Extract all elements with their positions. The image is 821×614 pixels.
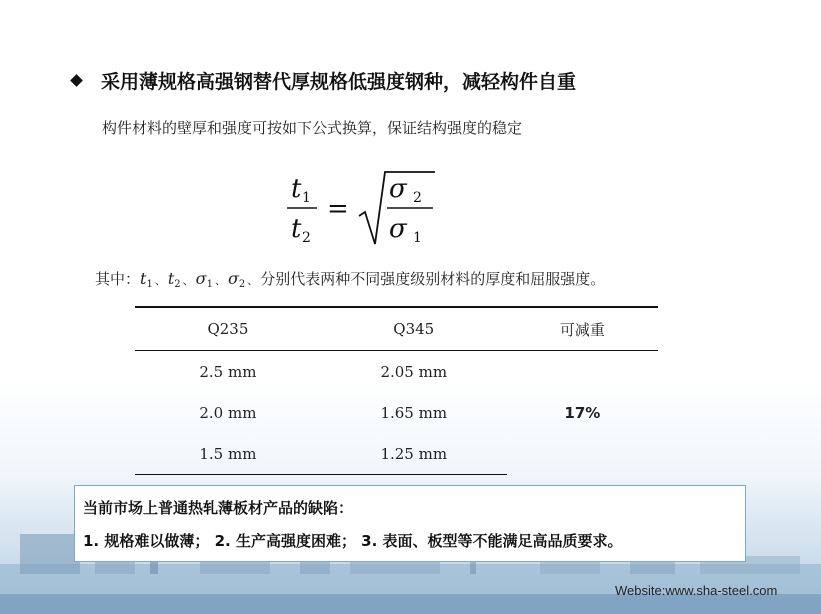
header-q345: Q345 (321, 307, 507, 351)
legend-symbol: $\sigma_1$ (195, 269, 213, 290)
cell-q345: 1.65 mm (380, 403, 448, 422)
legend-symbol: $\sigma_2$ (227, 269, 246, 290)
symbol-legend: 其中： $t_1$ 、 $t_2$ 、 $\sigma_1$ 、 $\sigma_2$ 、 分别代表两种不同强度级别材料的厚度和屈服强度。 (95, 269, 606, 290)
table-row (135, 351, 658, 393)
legend-symbol: $t_1$ (140, 269, 153, 290)
formula-equals: = (327, 194, 349, 224)
steel-comparison-table (135, 306, 658, 475)
heading-text: 采用薄规格高强钢替代厚规格低强度钢种，减轻构件自重 (101, 71, 577, 93)
cell-reduction: 17% (564, 403, 601, 422)
formula-denominator-var: t (291, 214, 302, 244)
formula-root-denominator-var: σ (389, 214, 407, 244)
formula-root-denominator-sub: 1 (413, 230, 422, 246)
slide-heading (70, 67, 576, 94)
header-q235: Q235 (135, 307, 321, 351)
formula-numerator-sub: 1 (302, 190, 311, 206)
table-header-row (135, 307, 658, 351)
notice-title: 当前市场上普通热轧薄板材产品的缺陷： (83, 499, 354, 517)
legend-symbol: $t_2$ (167, 269, 181, 290)
cell-q235: 2.5 mm (199, 362, 257, 381)
formula-numerator-var: t (291, 174, 302, 204)
formula-root-numerator-sub: 2 (413, 190, 422, 206)
cell-q345: 2.05 mm (380, 362, 448, 381)
diamond-bullet-icon (70, 74, 83, 87)
cell-q345: 1.25 mm (321, 433, 507, 475)
notice-body: 1. 规格难以做薄； 2. 生产高强度困难； 3. 表面、板型等不能满足高品质要求。 (83, 532, 623, 550)
intro-text: 构件材料的壁厚和强度可按如下公式换算，保证结构强度的稳定 (102, 119, 523, 137)
defects-notice-box (74, 485, 746, 562)
formula-denominator-sub: 2 (302, 230, 311, 246)
header-reduction: 可减重 (507, 307, 658, 351)
website-footer: Website:www.sha-steel.com (615, 583, 778, 598)
legend-suffix: 分别代表两种不同强度级别材料的厚度和屈服强度。 (260, 270, 606, 288)
legend-prefix: 其中： (95, 270, 141, 288)
cell-q235: 2.0 mm (199, 403, 257, 422)
formula-root-numerator-var: σ (389, 174, 407, 204)
cell-q235: 1.5 mm (135, 433, 321, 475)
thickness-strength-formula (283, 166, 443, 250)
